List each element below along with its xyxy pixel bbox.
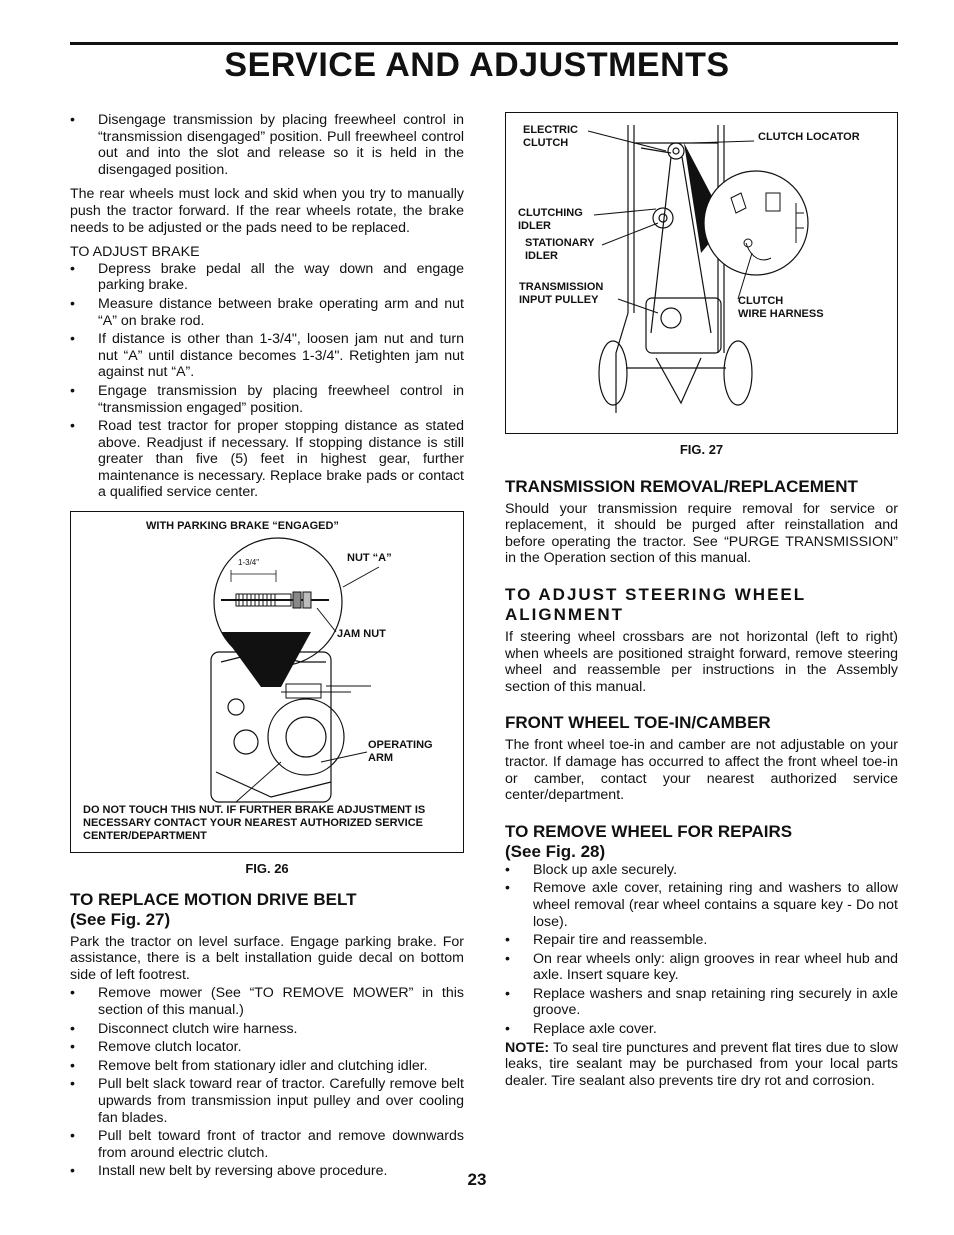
fig27-electric-clutch-label: ELECTRIC CLUTCH — [523, 124, 578, 149]
fig26-jam-nut-label: JAM NUT — [337, 628, 386, 641]
list-item: • Measure distance between brake operating arm and nut “A” on brake rod. — [70, 295, 464, 329]
wheel-heading: TO REMOVE WHEEL FOR REPAIRS — [505, 821, 793, 841]
fig26-operating-arm-label: OPERATING ARM — [368, 739, 433, 765]
steering-heading: TO ADJUST STEERING WHEEL ALIGNMENT — [505, 584, 806, 624]
fig27-stationary-idler-label: STATIONARY IDLER — [525, 237, 595, 262]
transmission-paragraph: Should your transmission require removal for service or replacement, it should be purged after reinstallation and before operating the tractor. See “PURGE TRANSMISSION” in the Operation section of this manual. — [505, 500, 898, 567]
left-column — [70, 112, 464, 1182]
list-item: • Remove belt from stationary idler and clutching idler. — [70, 1057, 428, 1074]
list-item: • Install new belt by reversing above procedure. — [70, 1163, 388, 1180]
fig26-header: WITH PARKING BRAKE “ENGAGED” — [146, 520, 339, 533]
belt-paragraph: Park the tractor on level surface. Engage parking brake. For assistance, there is a belt installation guide decal on bottom side of left footrest. — [70, 933, 464, 983]
sealant-note — [505, 1040, 898, 1090]
fig26-caption: FIG. 26 — [245, 861, 289, 877]
belt-subheading: (See Fig. 27) — [70, 909, 171, 929]
fig27-clutching-idler-label: CLUTCHING IDLER — [518, 207, 583, 232]
note-label: NOTE: — [505, 1039, 550, 1056]
list-item: • On rear wheels only: align grooves in rear wheel hub and axle. Insert square key. — [505, 950, 898, 984]
page-number: 23 — [467, 1170, 487, 1189]
list-item: • Repair tire and reassemble. — [505, 932, 708, 949]
fig26-dimension-label: 1-3/4" — [238, 558, 260, 568]
fig26-nut-a-label: NUT “A” — [347, 552, 392, 565]
list-item: • If distance is other than 1-3/4", loosen jam nut and turn nut “A” until distance becomes 1-3/4". Retighten jam nut against nut “A”. — [70, 331, 464, 381]
belt-steps-list — [70, 985, 464, 1180]
brake-steps-list — [70, 261, 464, 501]
intro-list — [70, 112, 464, 178]
list-item: • Disconnect clutch wire harness. — [70, 1020, 298, 1037]
transmission-heading: TRANSMISSION REMOVAL/REPLACEMENT — [505, 476, 858, 496]
figure-26 — [70, 511, 464, 853]
toe-in-heading: FRONT WHEEL TOE-IN/CAMBER — [505, 713, 771, 733]
page-title: SERVICE AND ADJUSTMENTS — [224, 46, 730, 84]
figure-27 — [505, 112, 898, 434]
drive-belt-illustration — [506, 113, 899, 433]
fig27-transmission-pulley-label: TRANSMISSION INPUT PULLEY — [519, 281, 604, 306]
fig27-clutch-locator-label: CLUTCH LOCATOR — [758, 131, 860, 143]
list-item: • Block up axle securely. — [505, 861, 678, 878]
fig27-caption: FIG. 27 — [679, 442, 724, 457]
list-item: • Depress brake pedal all the way down and engage parking brake. — [70, 260, 464, 294]
steering-paragraph: If steering wheel crossbars are not horizontal (left to right) when wheels are positioned straight forward, remove steering wheel and reassemble per instructions in the Assembly section of this manual. — [505, 628, 898, 695]
toe-in-paragraph: The front wheel toe-in and camber are not adjustable on your tractor. If damage has occurred to affect the front wheel toe-in or camber, contact your nearest authorized service center/department. — [505, 737, 898, 804]
rear-wheels-paragraph: The rear wheels must lock and skid when you try to manually push the tractor forward. If the rear wheels rotate, the brake needs to be adjusted or the pads need to be replaced. — [70, 186, 464, 236]
fig27-clutch-harness-label: CLUTCH WIRE HARNESS — [738, 295, 824, 320]
list-item: • Engage transmission by placing freewheel control in “transmission engaged” position. — [70, 382, 464, 416]
right-column — [505, 112, 898, 1095]
list-item: • Pull belt slack toward rear of tractor. Carefully remove belt upwards from transmission input pulley and over cooling fan blades. — [70, 1076, 464, 1126]
adjust-brake-heading: TO ADJUST BRAKE — [70, 244, 200, 261]
wheel-subheading: (See Fig. 28) — [505, 841, 606, 861]
brake-illustration — [71, 512, 465, 852]
list-item: • Replace axle cover. — [505, 1021, 657, 1038]
list-item: • Disengage transmission by placing freewheel control in “transmission disengaged” position. Pull freewheel control out and into the slot and release so it is held in the disengaged position. — [70, 112, 464, 178]
wheel-steps-list — [505, 862, 898, 1038]
list-item: • Remove mower (See “TO REMOVE MOWER” in this section of this manual.) — [70, 985, 464, 1019]
belt-heading: TO REPLACE MOTION DRIVE BELT — [70, 889, 357, 909]
fig26-warning: DO NOT TOUCH THIS NUT. IF FURTHER BRAKE ADJUSTMENT IS NECESSARY CONTACT YOUR NEAREST AUTHORIZED SERVICE CENTER/DEPARTMENT — [83, 804, 426, 843]
note-text: To seal tire punctures and prevent flat tires due to slow leaks, tire sealant may be purchased from your local parts dealer. Tire sealant also prevents tire dry rot and corrosion. — [505, 1039, 898, 1089]
list-item: • Road test tractor for proper stopping distance as stated above. Readjust if necessary. If stopping distance is still greater than five (5) feet in highest gear, further maintenance is necessary. Replace brake pads or contact a qualified service center. — [70, 418, 464, 501]
list-item: • Remove axle cover, retaining ring and washers to allow wheel removal (rear wheel contains a square key - Do not lose). — [505, 880, 898, 930]
list-item: • Remove clutch locator. — [70, 1039, 242, 1056]
list-item: • Pull belt toward front of tractor and remove downwards from around electric clutch. — [70, 1128, 464, 1161]
header-rule — [70, 42, 898, 45]
list-item: • Replace washers and snap retaining ring securely in axle groove. — [505, 985, 898, 1019]
